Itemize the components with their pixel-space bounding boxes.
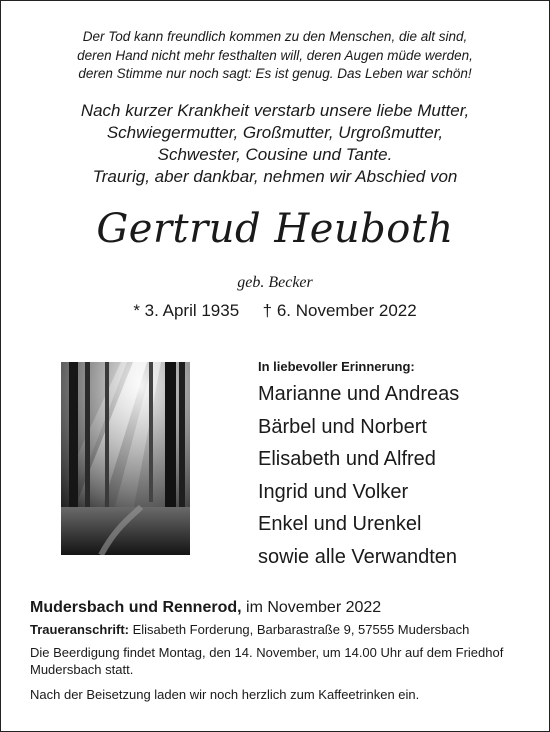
life-dates xyxy=(0,301,550,321)
mourners-list xyxy=(258,378,459,574)
address-text: Elisabeth Forderung, Barbarastraße 9, 57555 Mudersbach xyxy=(128,622,470,637)
announcement-line: Traurig, aber dankbar, nehmen wir Abschied von xyxy=(92,167,458,186)
mourner-entry: Ingrid und Volker xyxy=(258,480,409,503)
mourner-entry: Enkel und Urenkel xyxy=(258,513,422,536)
poem-quote xyxy=(0,28,550,84)
death-date: † 6. November 2022 xyxy=(262,301,417,320)
mourner-entry: sowie alle Verwandten xyxy=(258,545,458,568)
announcement-line: Nach kurzer Krankheit verstarb unsere liebe Mutter, xyxy=(80,101,470,120)
poem-line: Der Tod kann freundlich kommen zu den Menschen, die alt sind, xyxy=(82,29,468,44)
place: Mudersbach und Rennerod, xyxy=(30,599,242,616)
birth-date: * 3. April 1935 xyxy=(133,301,240,320)
notice-date: im November 2022 xyxy=(241,599,382,616)
announcement-line: Schwester, Cousine und Tante. xyxy=(157,145,393,164)
mourner-entry: Marianne und Andreas xyxy=(258,383,460,405)
memorial-heading: In liebevoller Erinnerung: xyxy=(258,359,415,374)
place-and-date xyxy=(30,599,381,617)
mourner-entry: Elisabeth und Alfred xyxy=(258,448,436,471)
forest-sunbeam-photo xyxy=(61,362,190,555)
mourner-entry: Bärbel und Norbert xyxy=(258,415,427,438)
poem-line: deren Stimme nur noch sagt: Es ist genug. Das Leben war schön! xyxy=(78,66,472,81)
deceased-name: Gertrud Heuboth xyxy=(96,206,454,252)
coffee-invitation: Nach der Beisetzung laden wir noch herzlich zum Kaffeetrinken ein. xyxy=(30,687,420,702)
address-label: Traueranschrift: xyxy=(30,622,129,637)
funeral-info: Die Beerdigung findet Montag, den 14. November, um 14.00 Uhr auf dem Friedhof Mudersbach statt. xyxy=(30,645,504,677)
poem-line: deren Hand nicht mehr festhalten will, deren Augen müde werden, xyxy=(77,47,473,63)
announcement-text xyxy=(0,100,550,188)
maiden-name: geb. Becker xyxy=(237,274,313,291)
mourning-address xyxy=(30,622,469,637)
announcement-line: Schwiegermutter, Großmutter, Urgroßmutter, xyxy=(106,123,444,142)
